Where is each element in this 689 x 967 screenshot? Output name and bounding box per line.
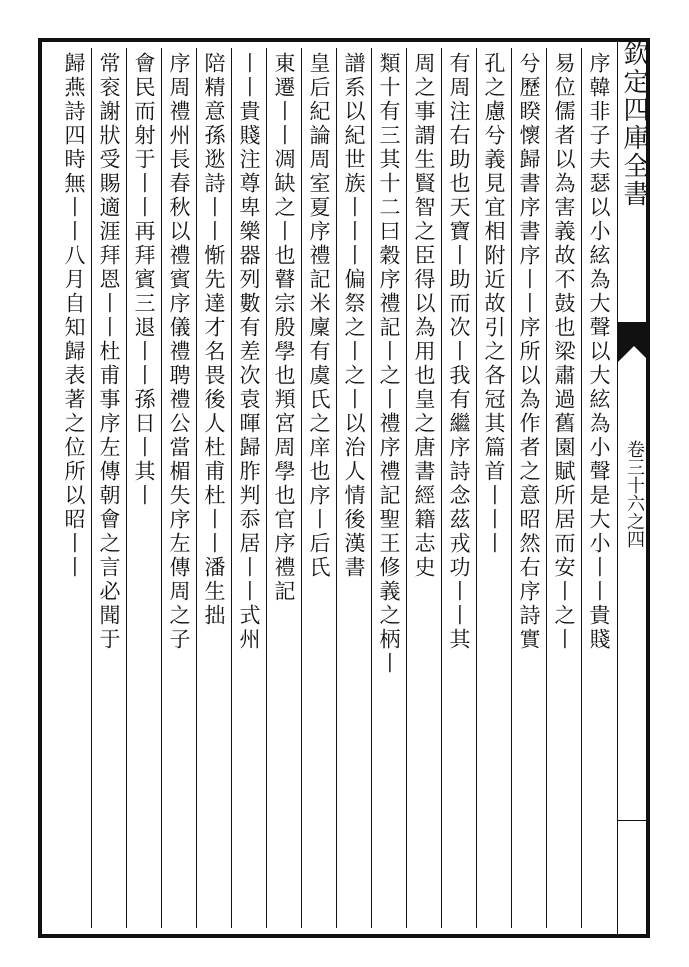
text-column: 陪精意孫逖詩丨丨惭先達才名畏後人杜甫杜丨丨潘生拙: [196, 48, 231, 928]
text-column: 有周注右助也天寶丨助而次丨我有繼序詩念茲戎功丨丨其: [441, 48, 476, 928]
text-column: 類十有三其十二曰穀序禮記丨之丨禮序禮記聖王修義之柄丨: [371, 48, 406, 928]
text-column: 皇后紀論周室夏序禮記米廩有虞氏之庠也序丨后氏: [301, 48, 336, 928]
text-column: 孔之慮兮義見宜相附近故引之各冠其篇首丨丨丨: [476, 48, 511, 928]
fishtail-mark-icon: [618, 322, 650, 362]
margin-column: [617, 40, 649, 936]
text-column: 兮歷睽懷歸書序書序丨丨序所以為作者之意昭然右序詩實: [511, 48, 546, 928]
text-column: 譜系以紀世族丨丨丨偏祭之丨之丨以治人情後漢書: [336, 48, 371, 928]
text-column: 常衮謝狀受賜適涯拜恩丨丨杜甫事序左傳朝會之言必聞于: [91, 48, 126, 928]
text-column: 易位儒者以為害義故不鼓也梁肅過舊園賦所居而安丨之丨: [546, 48, 581, 928]
text-column: 會民而射于丨丨再拜賓三退丨丨孫日丨其丨: [126, 48, 161, 928]
text-columns: [48, 48, 616, 928]
text-column: 周之事謂生賢智之臣得以為用也皇之唐書經籍志史: [406, 48, 441, 928]
text-column: 東遷丨丨凋缺之丨也瞽宗殷學也頖宮周學也官序禮記: [266, 48, 301, 928]
text-column: 歸燕詩四時無丨丨八月自知歸表著之位所以昭丨丨: [62, 52, 86, 580]
text-column: 丨丨貴賤注尊卑樂器列數有差次袁暉歸胙判忝居丨丨式州: [231, 48, 266, 928]
text-column: 序周禮州長春秋以禮賓序儀禮聘禮公當楣失序左傳周之子: [161, 48, 196, 928]
text-column: 序韓非子夫瑟以小絃為大聲以大絃為小聲是大小丨丨貴賤: [581, 48, 616, 928]
margin-divider: [618, 820, 650, 821]
juan-number: 卷三十六之四: [624, 440, 645, 548]
book-title: 欽定四庫全書: [619, 40, 649, 208]
